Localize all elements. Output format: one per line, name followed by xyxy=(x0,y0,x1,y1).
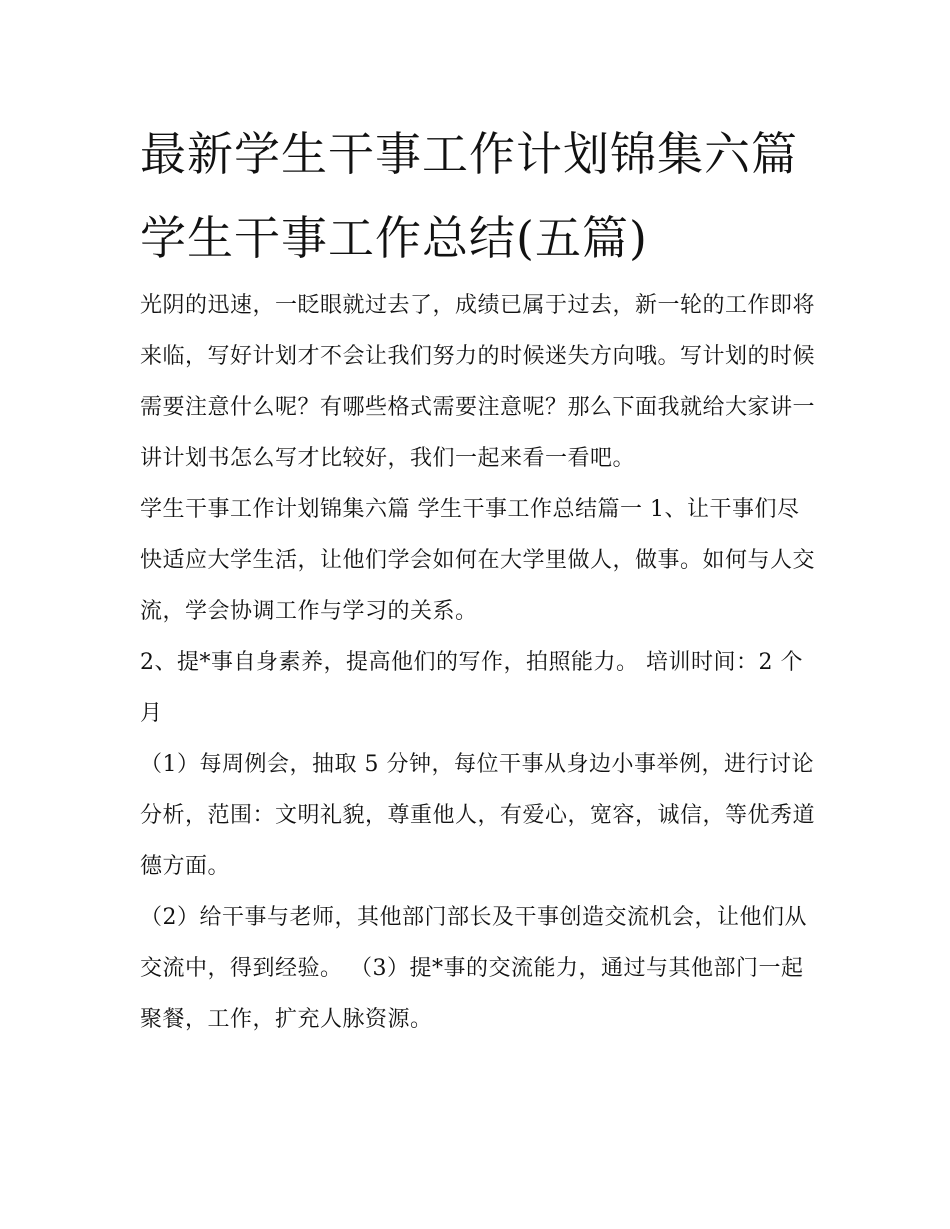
paragraph-section-one: 学生干事工作计划锦集六篇 学生干事工作总结篇一 1、让干事们尽快适应大学生活，让他们学会如何在大学里做人，做事。如何与人交流，学会协调工作与学习的关系。 xyxy=(140,497,816,624)
document-title: 最新学生干事工作计划锦集六篇 学生干事工作总结(五篇) xyxy=(140,127,798,265)
paragraph-item-2-3: （2）给干事与老师，其他部门部长及干事创造交流机会，让他们从交流中，得到经验。 （3）提*事的交流能力，通过与其他部门一起聚餐，工作，扩充人脉资源。 xyxy=(140,905,807,1032)
paragraph-item-two: 2、提*事自身素养，提高他们的写作，拍照能力。 培训时间：2 个月 xyxy=(140,650,803,726)
paragraph-intro: 光阴的迅速，一眨眼就过去了，成绩已属于过去，新一轮的工作即将来临，写好计划才不会让我们努力的时候迷失方向哦。写计划的时候需要注意什么呢？有哪些格式需要注意呢？那么下面我就给大家讲一讲计划书怎么写才比较好，我们一起来看一看吧。 xyxy=(140,293,816,471)
document-body xyxy=(140,280,820,1045)
paragraph-item-1: （1）每周例会，抽取 5 分钟，每位干事从身边小事举例，进行讨论分析，范围：文明礼貌，尊重他人，有爱心，宽容，诚信，等优秀道德方面。 xyxy=(140,752,816,879)
